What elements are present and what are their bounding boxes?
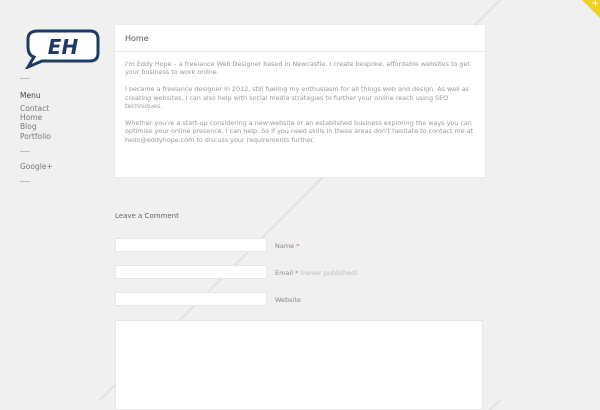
- history-paragraph: I became a freelance designer in 2012, still fueling my enthusiasm for all things web and design. As well as creating websites, I can also help with social media strategies to further your online reach using SEO techniques.: [125, 85, 470, 111]
- intro-paragraph: I'm Eddy Hope – a freelance Web Designer based in Newcastle. I create bespoke, affordable websites to get your business to work online.: [125, 60, 470, 77]
- menu-heading: Menu: [20, 91, 41, 100]
- email-label: [275, 269, 358, 277]
- sidebar-divider: [20, 151, 30, 152]
- name-label: [275, 242, 300, 250]
- required-marker: *: [295, 269, 299, 277]
- comment-textarea[interactable]: [115, 320, 483, 410]
- email-note: (never published): [300, 269, 358, 277]
- email-input[interactable]: [115, 265, 267, 279]
- website-label: Website: [275, 296, 301, 304]
- sidebar-divider: [20, 181, 30, 182]
- plus-icon: +: [591, 0, 599, 9]
- sidebar-nav: [20, 104, 51, 141]
- nav-item-contact[interactable]: Contact: [20, 104, 50, 113]
- website-input[interactable]: [115, 292, 267, 306]
- content-card: [115, 25, 485, 177]
- page-title: Home: [115, 25, 485, 52]
- name-label-text: Name: [275, 242, 295, 250]
- contact-paragraph: Whether you're a start-up considering a new website or an established business exploring the ways you can optimise your online presence, I can help. So if you need skills in these areas don't hesitate to contact me at hello@eddyhope.com to discuss your requirements further.: [125, 118, 474, 144]
- site-logo[interactable]: [24, 27, 100, 69]
- corner-toggle[interactable]: [582, 0, 600, 18]
- comment-heading: Leave a Comment: [115, 212, 179, 220]
- nav-item-portfolio[interactable]: Portfolio: [20, 131, 51, 141]
- logo-text: EH: [47, 35, 79, 59]
- page-content: [115, 52, 485, 144]
- email-label-text: Email: [275, 269, 294, 277]
- nav-item-home[interactable]: Home: [20, 113, 43, 123]
- name-input[interactable]: [115, 238, 267, 252]
- sidebar-divider: [20, 78, 30, 79]
- nav-item-blog[interactable]: Blog: [20, 122, 37, 132]
- required-marker: *: [296, 242, 300, 250]
- google-plus-link[interactable]: Google+: [20, 162, 53, 171]
